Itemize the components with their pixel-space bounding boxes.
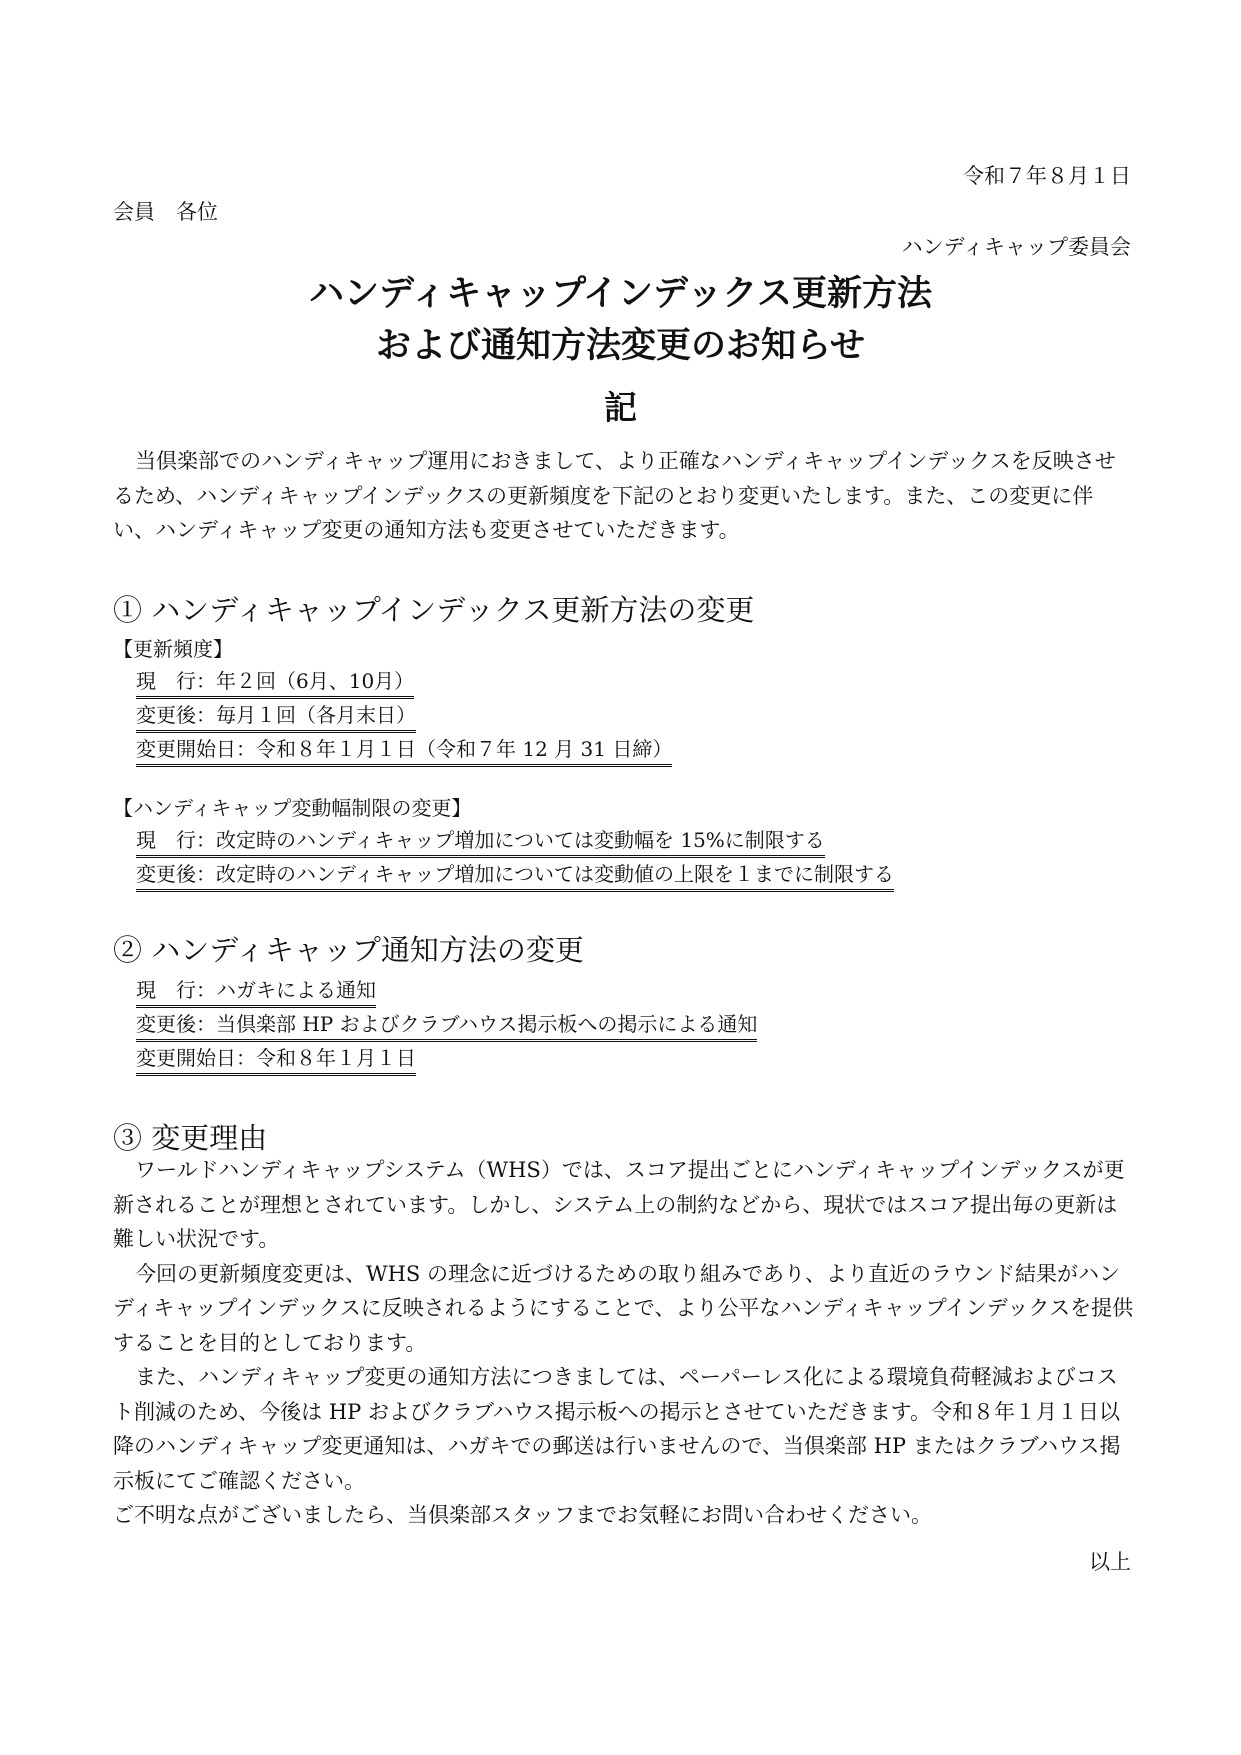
issue-date: 令和７年８月１日 [963, 164, 1131, 188]
ki-heading: 記 [604, 388, 637, 427]
section1-heading: ① ハンディキャップインデックス更新方法の変更 [113, 593, 755, 627]
frequency-start-row: 変更開始日：令和８年１月１日（令和７年 12 月 31 日締） [136, 733, 672, 767]
notice-new-row: 変更後：当倶楽部 HP およびクラブハウス掲示板への掲示による通知 [136, 1008, 757, 1042]
notice-start-row: 変更開始日：令和８年１月１日 [136, 1042, 416, 1076]
reason-paragraph-3: また、ハンディキャップ変更の通知方法につきましては、ペーパーレス化による環境負荷軽減およびコスト削減のため、今後は HP およびクラブハウス掲示板への掲示とさせていただきます。令和８年１月１日以降のハンディキャップ変更通知は、ハガキでの郵送は行いませんので、当倶楽部 HP またはクラブハウス掲示板にてご確認ください。 [113, 1365, 1121, 1493]
intro-paragraph: 当倶楽部でのハンディキャップ運用におきまして、より正確なハンディキャップインデックスを反映させるため、ハンディキャップインデックスの更新頻度を下記のとおり変更いたします。また、この変更に伴い、ハンディキャップ変更の通知方法も変更させていただきます。 [113, 449, 1116, 542]
notice-current-row: 現 行：ハガキによる通知 [136, 974, 376, 1008]
document-title-line2: および通知方法変更のお知らせ [376, 325, 865, 366]
addressee: 会員 各位 [113, 200, 218, 224]
section3-heading: ③ 変更理由 [113, 1121, 268, 1155]
reason-body [113, 1153, 1135, 1533]
limit-new-row: 変更後：改定時のハンディキャップ増加については変動値の上限を１までに制限する [136, 858, 894, 892]
sender: ハンディキャップ委員会 [901, 235, 1131, 259]
closing-mark: 以上 [1089, 1550, 1131, 1574]
document-title-line1: ハンディキャップインデックス更新方法 [308, 273, 932, 314]
frequency-new-row: 変更後：毎月１回（各月末日） [136, 699, 416, 733]
reason-paragraph-2: 今回の更新頻度変更は、WHS の理念に近づけるための取り組みであり、より直近のラウンド結果がハンディキャップインデックスに反映されるようにすることで、より公平なハンディキャップインデックスを提供することを目的としております。 [113, 1261, 1134, 1355]
limit-change-label: 【ハンディキャップ変動幅制限の変更】 [113, 796, 472, 820]
reason-paragraph-1: ワールドハンディキャップシステム（WHS）では、スコア提出ごとにハンディキャップインデックスが更新されることが理想とされています。しかし、システム上の制約などから、現状ではスコア提出毎の更新は難しい状況です。 [113, 1158, 1125, 1251]
update-frequency-label: 【更新頻度】 [113, 637, 233, 661]
contact-paragraph: ご不明な点がございましたら、当倶楽部スタッフまでお気軽にお問い合わせください。 [113, 1503, 932, 1527]
frequency-current-row: 現 行：年２回（6月、10月） [136, 665, 414, 699]
limit-current-row: 現 行：改定時のハンディキャップ増加については変動幅を 15%に制限する [136, 824, 825, 858]
section2-heading: ② ハンディキャップ通知方法の変更 [113, 933, 584, 967]
